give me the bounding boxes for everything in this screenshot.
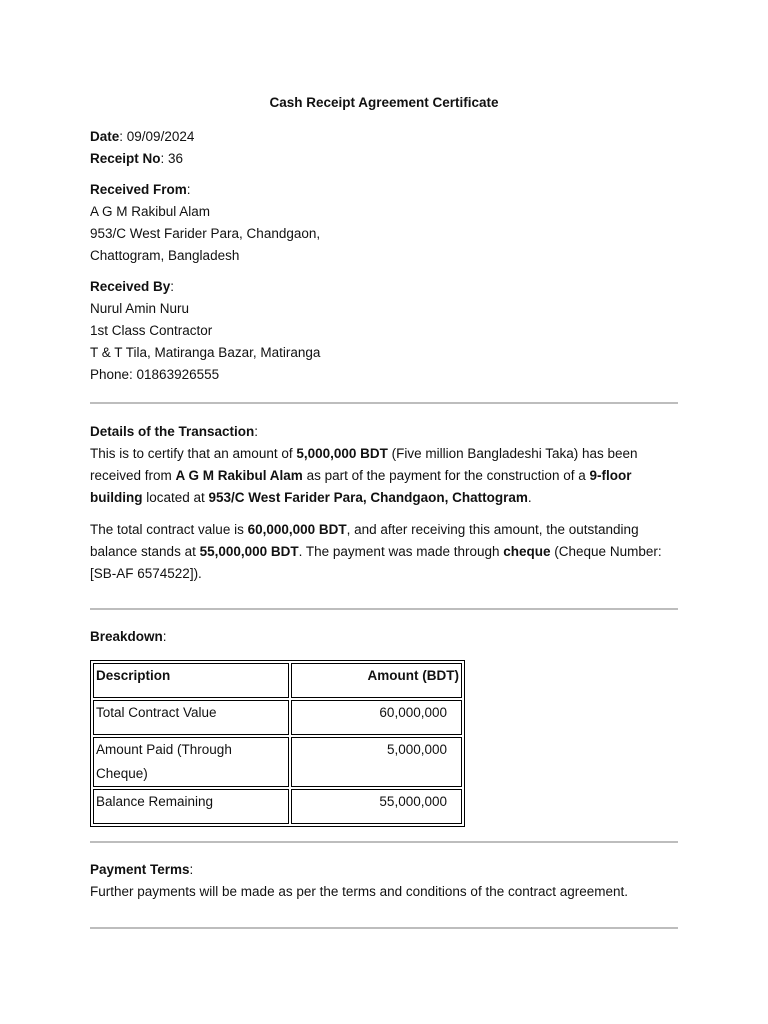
receipt-line: Receipt No: 36: [90, 151, 184, 166]
row-description: Amount Paid (Through Cheque): [93, 737, 289, 787]
payment-method: cheque: [503, 544, 551, 559]
construction-location: 953/C West Farider Para, Chandgaon, Chattogram: [208, 490, 528, 505]
row-description: Balance Remaining: [93, 789, 289, 824]
received-from-section: [90, 179, 678, 267]
date-label: Date: [90, 129, 120, 144]
date-line: Date: 09/09/2024: [90, 129, 195, 144]
breakdown-section: [90, 626, 678, 827]
row-amount: 5,000,000: [291, 737, 462, 787]
received-by-section: [90, 276, 678, 386]
row-amount: 55,000,000: [291, 789, 462, 824]
recipient-phone: Phone: 01863926555: [90, 367, 220, 382]
details-heading: Details of the Transaction:: [90, 424, 259, 439]
receipt-value: 36: [168, 151, 184, 166]
total-contract-value: 60,000,000 BDT: [247, 522, 347, 537]
amount-received: 5,000,000 BDT: [296, 446, 388, 461]
payer-address-line2: Chattogram, Bangladesh: [90, 248, 240, 263]
recipient-title: 1st Class Contractor: [90, 323, 213, 338]
payment-terms-heading: Payment Terms:: [90, 862, 194, 877]
row-description: Total Contract Value: [93, 700, 289, 735]
payment-terms-text: Further payments will be made as per the terms and conditions of the contract agreement.: [90, 884, 629, 899]
cheque-number: [SB-AF 6574522]).: [90, 566, 202, 581]
table-row: [93, 737, 462, 787]
payer-name: A G M Rakibul Alam: [90, 204, 211, 219]
row-amount: 60,000,000: [291, 700, 462, 735]
payment-terms-section: [90, 859, 678, 903]
certificate-page: [90, 93, 678, 929]
date-value: 09/09/2024: [126, 129, 195, 144]
payer-address-line1: 953/C West Farider Para, Chandgaon,: [90, 226, 321, 241]
breakdown-heading: Breakdown:: [90, 629, 167, 644]
document-title: Cash Receipt Agreement Certificate: [269, 95, 499, 110]
table-row: [93, 700, 462, 735]
header-description: Description: [93, 663, 289, 698]
table-row: [93, 789, 462, 824]
details-paragraph-1: This is to certify that an amount of 5,000,000 BDT (Five million Bangladeshi Taka) has been received from A G M Rakibul Alam as part of the payment for the construction of a 9-floor building located at 953/C West Farider Para, Chandgaon, Chattogram.: [90, 446, 638, 505]
header-amount: Amount (BDT): [291, 663, 462, 698]
received-from-heading: Received From:: [90, 182, 191, 197]
recipient-name: Nurul Amin Nuru: [90, 301, 190, 316]
received-by-heading: Received By:: [90, 279, 175, 294]
outstanding-balance: 55,000,000 BDT: [199, 544, 299, 559]
details-section: [90, 421, 678, 585]
table-header-row: [93, 663, 462, 698]
receipt-label: Receipt No: [90, 151, 161, 166]
payer-name-inline: A G M Rakibul Alam: [175, 468, 303, 483]
details-paragraph-2: The total contract value is 60,000,000 BDT, and after receiving this amount, the outstanding balance stands at 55,000,000 BDT. The payment was made through cheque (Cheque Number: [SB-AF 6574522]).: [90, 522, 662, 581]
breakdown-table: [90, 660, 465, 827]
divider: [90, 927, 678, 929]
recipient-address: T & T Tila, Matiranga Bazar, Matiranga: [90, 345, 321, 360]
